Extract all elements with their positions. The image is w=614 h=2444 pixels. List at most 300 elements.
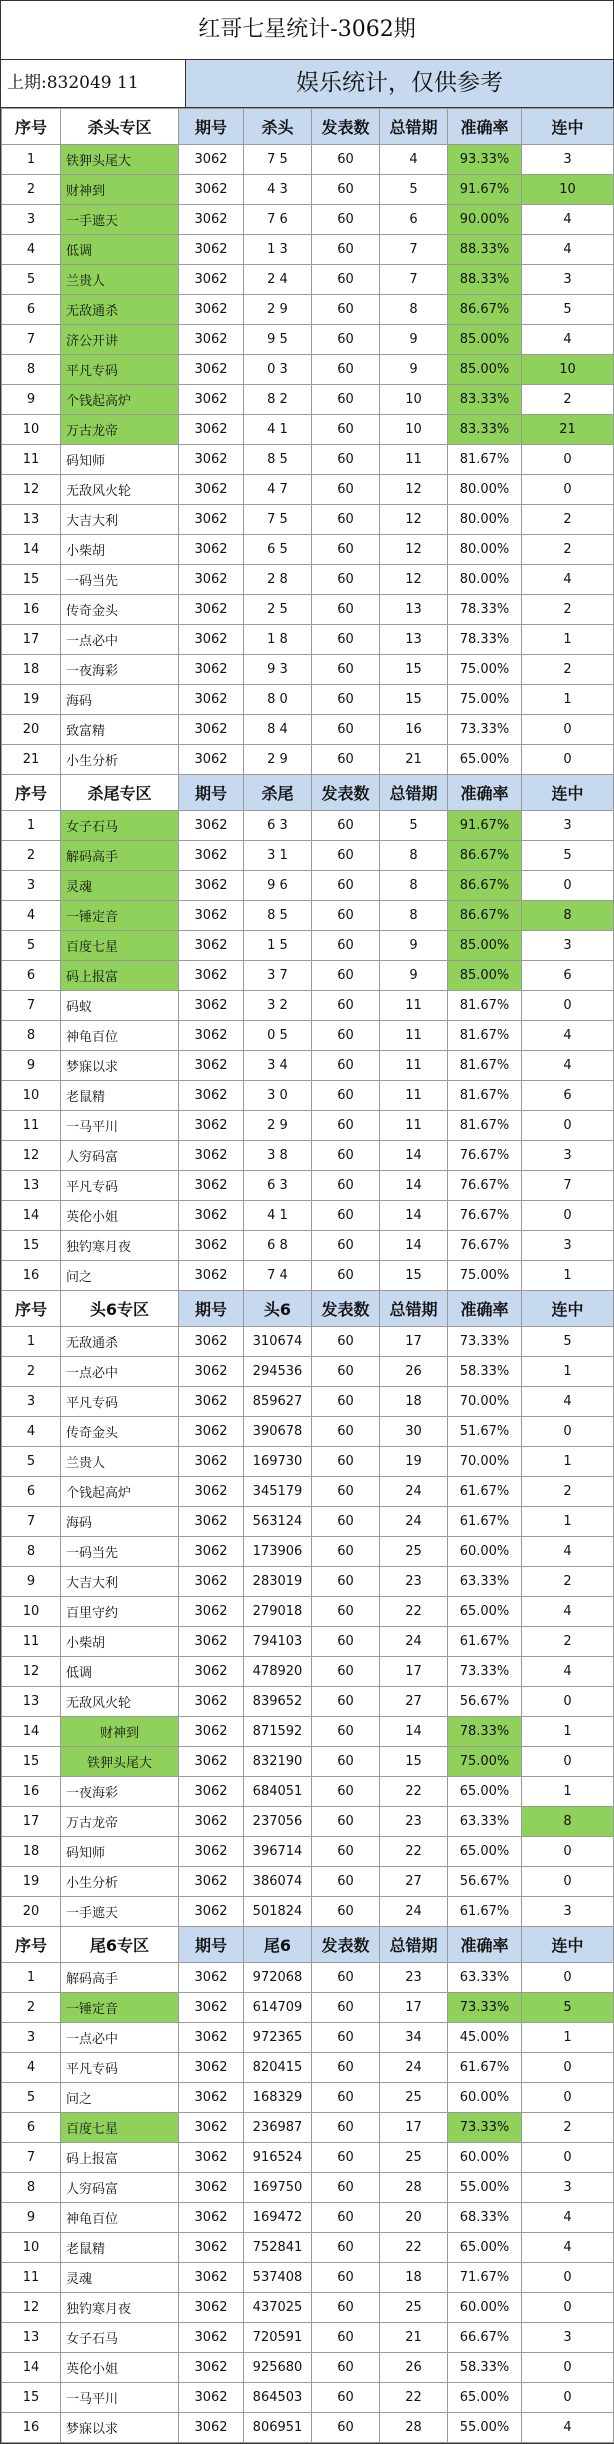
row-accuracy: 88.33% [448,265,522,295]
table-row [2,1507,614,1537]
row-period: 3062 [179,1141,244,1171]
zone-header: 杀头专区 [61,109,179,145]
row-accuracy: 65.00% [448,1777,522,1807]
row-published: 60 [312,1963,380,1993]
row-period: 3062 [179,811,244,841]
row-streak: 3 [522,2173,614,2203]
published-header: 发表数 [312,775,380,811]
row-period: 3062 [179,1231,244,1261]
row-period: 3062 [179,715,244,745]
row-published: 60 [312,1597,380,1627]
row-published: 60 [312,1477,380,1507]
row-accuracy: 60.00% [448,1537,522,1567]
row-streak: 3 [522,145,614,175]
row-index: 3 [2,871,61,901]
row-name: 无敌风火轮 [61,1687,179,1717]
row-accuracy: 55.00% [448,2173,522,2203]
row-name: 小生分析 [61,745,179,775]
table-row [2,415,614,445]
row-errors: 7 [380,235,448,265]
row-name: 财神到 [61,1717,179,1747]
row-accuracy: 66.67% [448,2323,522,2353]
table-row [2,565,614,595]
row-streak: 0 [522,2053,614,2083]
row-errors: 14 [380,1141,448,1171]
row-value: 972365 [244,2023,312,2053]
row-index: 12 [2,1141,61,1171]
row-name: 梦寐以求 [61,1051,179,1081]
table-row [2,2413,614,2443]
row-published: 60 [312,871,380,901]
row-accuracy: 81.67% [448,1081,522,1111]
row-accuracy: 80.00% [448,565,522,595]
table-row [2,2233,614,2263]
table-row [2,655,614,685]
table-row [2,1171,614,1201]
row-index: 10 [2,2233,61,2263]
row-period: 3062 [179,685,244,715]
row-name: 码知师 [61,1837,179,1867]
row-published: 60 [312,1657,380,1687]
table-row [2,1447,614,1477]
row-value: 345179 [244,1477,312,1507]
table-row [2,505,614,535]
row-published: 60 [312,1417,380,1447]
row-accuracy: 75.00% [448,655,522,685]
row-name: 解码高手 [61,1963,179,1993]
row-streak: 4 [522,1537,614,1567]
row-accuracy: 81.67% [448,1051,522,1081]
published-header: 发表数 [312,1927,380,1963]
row-name: 小生分析 [61,1867,179,1897]
published-header: 发表数 [312,109,380,145]
row-index: 5 [2,931,61,961]
row-published: 60 [312,1327,380,1357]
row-index: 19 [2,685,61,715]
row-errors: 24 [380,1897,448,1927]
row-period: 3062 [179,355,244,385]
row-errors: 15 [380,1747,448,1777]
row-streak: 7 [522,1171,614,1201]
row-index: 3 [2,2023,61,2053]
row-name: 百里守约 [61,1597,179,1627]
table-row [2,1837,614,1867]
row-streak: 5 [522,841,614,871]
row-name: 无敌通杀 [61,295,179,325]
table-row [2,961,614,991]
row-errors: 18 [380,2263,448,2293]
row-period: 3062 [179,295,244,325]
table-row [2,445,614,475]
row-accuracy: 63.33% [448,1567,522,1597]
row-published: 60 [312,2053,380,2083]
value-header: 杀尾 [244,775,312,811]
row-accuracy: 73.33% [448,715,522,745]
value-header: 杀头 [244,109,312,145]
row-errors: 28 [380,2173,448,2203]
table-row [2,1357,614,1387]
row-errors: 5 [380,175,448,205]
row-value: 3 4 [244,1051,312,1081]
row-name: 一点必中 [61,2023,179,2053]
row-index: 15 [2,1747,61,1777]
row-accuracy: 63.33% [448,1963,522,1993]
row-errors: 10 [380,415,448,445]
row-published: 60 [312,205,380,235]
row-index: 10 [2,415,61,445]
last-draw: 上期:832049 11 [1,60,186,107]
table-row [2,841,614,871]
row-index: 12 [2,2293,61,2323]
row-value: 7 5 [244,505,312,535]
row-name: 老鼠精 [61,2233,179,2263]
table-row [2,355,614,385]
row-index: 15 [2,565,61,595]
row-published: 60 [312,355,380,385]
row-streak: 1 [522,625,614,655]
row-index: 4 [2,2053,61,2083]
row-streak: 0 [522,445,614,475]
table-row [2,235,614,265]
row-value: 3 1 [244,841,312,871]
row-period: 3062 [179,565,244,595]
row-value: 871592 [244,1717,312,1747]
errors-header: 总错期 [380,775,448,811]
row-value: 6 3 [244,811,312,841]
row-value: 4 7 [244,475,312,505]
row-period: 3062 [179,1807,244,1837]
row-errors: 10 [380,385,448,415]
row-errors: 21 [380,745,448,775]
value-header: 尾6 [244,1927,312,1963]
row-streak: 0 [522,1867,614,1897]
row-published: 60 [312,2233,380,2263]
row-name: 小柴胡 [61,535,179,565]
table-row [2,385,614,415]
row-period: 3062 [179,445,244,475]
row-streak: 4 [522,2203,614,2233]
row-errors: 8 [380,871,448,901]
row-period: 3062 [179,2083,244,2113]
row-published: 60 [312,1171,380,1201]
stats-table-body [2,109,614,2443]
row-index: 6 [2,1477,61,1507]
row-index: 2 [2,175,61,205]
table-row [2,685,614,715]
row-errors: 27 [380,1687,448,1717]
row-period: 3062 [179,2023,244,2053]
row-errors: 34 [380,2023,448,2053]
row-index: 5 [2,1447,61,1477]
row-accuracy: 75.00% [448,1747,522,1777]
streak-header: 连中 [522,775,614,811]
row-period: 3062 [179,1477,244,1507]
row-streak: 4 [522,565,614,595]
row-published: 60 [312,1141,380,1171]
row-period: 3062 [179,1777,244,1807]
row-index: 17 [2,1807,61,1837]
row-streak: 10 [522,175,614,205]
row-streak: 3 [522,1231,614,1261]
row-accuracy: 85.00% [448,355,522,385]
errors-header: 总错期 [380,1291,448,1327]
page-title: 红哥七星统计-3062期 [1,1,613,60]
section-header-row [2,109,614,145]
row-errors: 22 [380,1777,448,1807]
table-row [2,2353,614,2383]
row-name: 海码 [61,1507,179,1537]
row-errors: 24 [380,1477,448,1507]
row-streak: 0 [522,2383,614,2413]
row-errors: 14 [380,1231,448,1261]
row-streak: 3 [522,931,614,961]
table-row [2,2143,614,2173]
row-index: 7 [2,325,61,355]
row-name: 一码当先 [61,565,179,595]
row-streak: 2 [522,655,614,685]
table-row [2,1201,614,1231]
row-period: 3062 [179,1993,244,2023]
row-published: 60 [312,1261,380,1291]
table-row [2,535,614,565]
row-streak: 0 [522,2263,614,2293]
row-period: 3062 [179,1657,244,1687]
table-row [2,1867,614,1897]
row-published: 60 [312,1627,380,1657]
row-accuracy: 73.33% [448,1657,522,1687]
row-errors: 15 [380,685,448,715]
row-errors: 25 [380,2293,448,2323]
section-header-row [2,1291,614,1327]
row-streak: 4 [522,1387,614,1417]
row-name: 问之 [61,2083,179,2113]
row-accuracy: 76.67% [448,1231,522,1261]
table-row [2,871,614,901]
row-period: 3062 [179,655,244,685]
row-published: 60 [312,1021,380,1051]
row-name: 平凡专码 [61,1387,179,1417]
row-published: 60 [312,2113,380,2143]
row-published: 60 [312,811,380,841]
row-streak: 4 [522,1051,614,1081]
row-value: 2 9 [244,1111,312,1141]
zone-header: 杀尾专区 [61,775,179,811]
row-accuracy: 86.67% [448,295,522,325]
index-header: 序号 [2,1291,61,1327]
row-streak: 1 [522,2023,614,2053]
row-period: 3062 [179,2203,244,2233]
table-row [2,901,614,931]
row-name: 小柴胡 [61,1627,179,1657]
row-value: 168329 [244,2083,312,2113]
row-published: 60 [312,175,380,205]
table-row [2,1537,614,1567]
row-index: 6 [2,295,61,325]
row-period: 3062 [179,415,244,445]
row-period: 3062 [179,205,244,235]
table-row [2,1627,614,1657]
row-accuracy: 45.00% [448,2023,522,2053]
row-value: 0 3 [244,355,312,385]
row-value: 1 8 [244,625,312,655]
table-row [2,1567,614,1597]
row-errors: 11 [380,1081,448,1111]
row-streak: 0 [522,1111,614,1141]
row-accuracy: 86.67% [448,841,522,871]
row-streak: 0 [522,2353,614,2383]
row-period: 3062 [179,1747,244,1777]
table-row [2,1807,614,1837]
row-value: 294536 [244,1357,312,1387]
row-errors: 21 [380,2323,448,2353]
row-value: 169472 [244,2203,312,2233]
row-accuracy: 60.00% [448,2293,522,2323]
row-streak: 2 [522,385,614,415]
table-row [2,2083,614,2113]
row-errors: 24 [380,2053,448,2083]
row-published: 60 [312,991,380,1021]
row-period: 3062 [179,2323,244,2353]
row-errors: 9 [380,961,448,991]
row-errors: 22 [380,2233,448,2263]
row-published: 60 [312,565,380,595]
table-row [2,715,614,745]
row-streak: 8 [522,1807,614,1837]
row-streak: 1 [522,1447,614,1477]
row-period: 3062 [179,2353,244,2383]
row-value: 4 1 [244,1201,312,1231]
row-name: 大吉大利 [61,1567,179,1597]
accuracy-header: 准确率 [448,1927,522,1963]
table-row [2,1597,614,1627]
row-streak: 3 [522,811,614,841]
row-index: 9 [2,1051,61,1081]
row-value: 820415 [244,2053,312,2083]
row-period: 3062 [179,745,244,775]
row-name: 平凡专码 [61,1171,179,1201]
row-index: 4 [2,235,61,265]
row-index: 20 [2,715,61,745]
table-row [2,1021,614,1051]
row-name: 济公开讲 [61,325,179,355]
zone-header: 头6专区 [61,1291,179,1327]
row-index: 17 [2,625,61,655]
row-period: 3062 [179,1261,244,1291]
row-errors: 4 [380,145,448,175]
row-published: 60 [312,1897,380,1927]
row-period: 3062 [179,1867,244,1897]
row-errors: 11 [380,1021,448,1051]
index-header: 序号 [2,109,61,145]
row-period: 3062 [179,991,244,1021]
row-published: 60 [312,295,380,325]
row-accuracy: 65.00% [448,2383,522,2413]
row-index: 18 [2,1837,61,1867]
row-errors: 11 [380,445,448,475]
row-errors: 17 [380,1657,448,1687]
row-published: 60 [312,685,380,715]
row-value: 173906 [244,1537,312,1567]
row-errors: 11 [380,1051,448,1081]
row-index: 1 [2,1327,61,1357]
row-name: 一手遮天 [61,205,179,235]
row-errors: 17 [380,2113,448,2143]
row-name: 码上报富 [61,961,179,991]
row-published: 60 [312,385,380,415]
row-streak: 0 [522,1837,614,1867]
row-index: 4 [2,1417,61,1447]
accuracy-header: 准确率 [448,775,522,811]
row-errors: 22 [380,1837,448,1867]
row-accuracy: 86.67% [448,871,522,901]
row-published: 60 [312,2293,380,2323]
row-value: 8 5 [244,901,312,931]
row-value: 2 9 [244,295,312,325]
row-errors: 8 [380,841,448,871]
row-streak: 1 [522,1777,614,1807]
row-streak: 1 [522,685,614,715]
row-period: 3062 [179,175,244,205]
section-header-row [2,775,614,811]
row-published: 60 [312,841,380,871]
row-value: 437025 [244,2293,312,2323]
row-errors: 9 [380,325,448,355]
row-index: 8 [2,1537,61,1567]
row-value: 0 5 [244,1021,312,1051]
row-value: 832190 [244,1747,312,1777]
row-streak: 4 [522,325,614,355]
row-accuracy: 71.67% [448,2263,522,2293]
row-value: 386074 [244,1867,312,1897]
row-period: 3062 [179,2053,244,2083]
accuracy-header: 准确率 [448,109,522,145]
table-row [2,1417,614,1447]
row-accuracy: 80.00% [448,505,522,535]
row-value: 4 1 [244,415,312,445]
row-streak: 0 [522,745,614,775]
row-index: 14 [2,535,61,565]
row-errors: 23 [380,1963,448,1993]
table-row [2,931,614,961]
row-accuracy: 85.00% [448,931,522,961]
row-name: 无敌通杀 [61,1327,179,1357]
row-streak: 4 [522,1021,614,1051]
row-streak: 1 [522,1507,614,1537]
row-published: 60 [312,2323,380,2353]
row-accuracy: 81.67% [448,991,522,1021]
row-index: 2 [2,1357,61,1387]
row-index: 10 [2,1081,61,1111]
row-streak: 4 [522,235,614,265]
row-published: 60 [312,1387,380,1417]
row-errors: 25 [380,2083,448,2113]
row-streak: 0 [522,1747,614,1777]
row-value: 925680 [244,2353,312,2383]
row-value: 7 4 [244,1261,312,1291]
table-row [2,1111,614,1141]
table-row [2,745,614,775]
row-accuracy: 70.00% [448,1387,522,1417]
row-errors: 12 [380,475,448,505]
row-index: 12 [2,475,61,505]
table-row [2,1897,614,1927]
row-value: 9 3 [244,655,312,685]
row-name: 一夜海彩 [61,1777,179,1807]
row-published: 60 [312,1357,380,1387]
row-accuracy: 60.00% [448,2143,522,2173]
row-published: 60 [312,2413,380,2443]
row-value: 8 0 [244,685,312,715]
